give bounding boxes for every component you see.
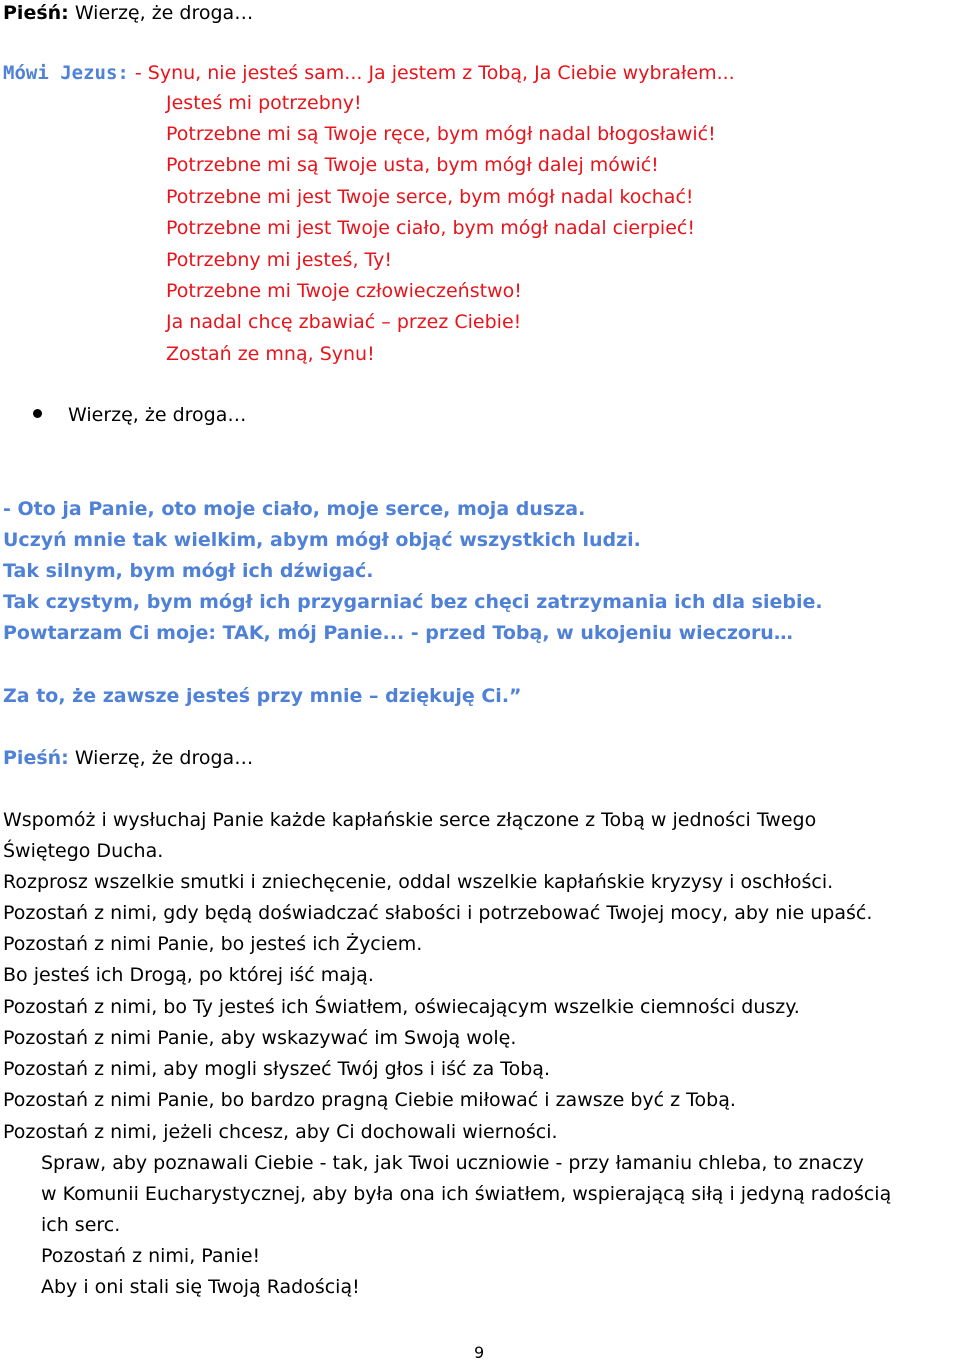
bullet-song-title: Wierzę, że droga… bbox=[68, 404, 247, 426]
prayer-indented-line: w Komunii Eucharystycznej, aby była ona ich światłem, wspierającą siłą i jedyną radością bbox=[41, 1183, 892, 1205]
prayer-line: Pozostań z nimi, aby mogli słyszeć Twój głos i iść za Tobą. bbox=[3, 1058, 550, 1080]
prayer-line: Wspomóż i wysłuchaj Panie każde kapłańskie serce złączone z Tobą w jedności Twego bbox=[3, 809, 817, 831]
prayer-line: Rozprosz wszelkie smutki i zniechęcenie, oddal wszelkie kapłańskie kryzysy i oschłości. bbox=[3, 871, 834, 893]
prayer-indented-line: ich serc. bbox=[41, 1214, 121, 1236]
prayer-line: Bo jesteś ich Drogą, po której iść mają. bbox=[3, 964, 374, 986]
song-label: Pieśń: bbox=[3, 747, 69, 769]
song-title: Wierzę, że droga… bbox=[74, 747, 254, 769]
bullet-icon bbox=[33, 409, 42, 418]
jesus-line: Potrzebne mi Twoje człowieczeństwo! bbox=[166, 280, 522, 302]
jesus-line: Potrzebne mi są Twoje usta, bym mógł dalej mówić! bbox=[166, 154, 659, 176]
prayer-line: Pozostań z nimi, bo Ty jesteś ich Światłem, oświecającym wszelkie ciemności duszy. bbox=[3, 996, 800, 1018]
prayer-line: Pozostań z nimi, jeżeli chcesz, aby Ci dochowali wierności. bbox=[3, 1121, 558, 1143]
jesus-line: Potrzebne mi jest Twoje serce, bym mógł nadal kochać! bbox=[166, 186, 694, 208]
thanks-line: Za to, że zawsze jesteś przy mnie – dziękuję Ci.” bbox=[3, 685, 522, 707]
song-label: Pieśń: bbox=[3, 2, 69, 24]
song-heading-2 bbox=[3, 745, 253, 771]
prayer-line: Świętego Ducha. bbox=[3, 840, 164, 862]
response-line: Powtarzam Ci moje: TAK, mój Panie... - przed Tobą, w ukojeniu wieczoru… bbox=[3, 622, 793, 644]
prayer-line: Pozostań z nimi Panie, aby wskazywać im Swoją wolę. bbox=[3, 1027, 517, 1049]
response-line: Tak czystym, bym mógł ich przygarniać bez chęci zatrzymania ich dla siebie. bbox=[3, 591, 823, 613]
response-line: Uczyń mnie tak wielkim, abym mógł objąć wszystkich ludzi. bbox=[3, 529, 641, 551]
response-line: - Oto ja Panie, oto moje ciało, moje serce, moja dusza. bbox=[3, 498, 586, 520]
jesus-first-line bbox=[3, 60, 735, 86]
jesus-line: Potrzebny mi jesteś, Ty! bbox=[166, 249, 393, 271]
prayer-indented-line: Pozostań z nimi, Panie! bbox=[41, 1245, 261, 1267]
prayer-line: Pozostań z nimi, gdy będą doświadczać słabości i potrzebować Twojej mocy, aby nie upaść. bbox=[3, 902, 873, 924]
jesus-line: Zostań ze mną, Synu! bbox=[166, 343, 375, 365]
jesus-line: Jesteś mi potrzebny! bbox=[166, 92, 362, 114]
jesus-line: - Synu, nie jesteś sam... Ja jestem z Tobą, Ja Ciebie wybrałem... bbox=[134, 62, 735, 84]
song-heading-1 bbox=[3, 0, 253, 26]
jesus-line: Potrzebne mi są Twoje ręce, bym mógł nadal błogosławić! bbox=[166, 123, 716, 145]
page-number: 9 bbox=[474, 1343, 485, 1362]
prayer-line: Pozostań z nimi Panie, bo bardzo pragną Ciebie miłować i zawsze być z Tobą. bbox=[3, 1089, 736, 1111]
prayer-line: Pozostań z nimi Panie, bo jesteś ich Życiem. bbox=[3, 933, 423, 955]
prayer-indented-line: Aby i oni stali się Twoją Radością! bbox=[41, 1276, 360, 1298]
jesus-line: Potrzebne mi jest Twoje ciało, bym mógł nadal cierpieć! bbox=[166, 217, 695, 239]
response-line: Tak silnym, bym mógł ich dźwigać. bbox=[3, 560, 374, 582]
prayer-indented-line: Spraw, aby poznawali Ciebie - tak, jak Twoi uczniowie - przy łamaniu chleba, to znaczy bbox=[41, 1152, 864, 1174]
speaker-label: Mówi Jezus: bbox=[3, 62, 129, 84]
song-title: Wierzę, że droga… bbox=[74, 2, 254, 24]
jesus-line: Ja nadal chcę zbawiać – przez Ciebie! bbox=[166, 311, 522, 333]
